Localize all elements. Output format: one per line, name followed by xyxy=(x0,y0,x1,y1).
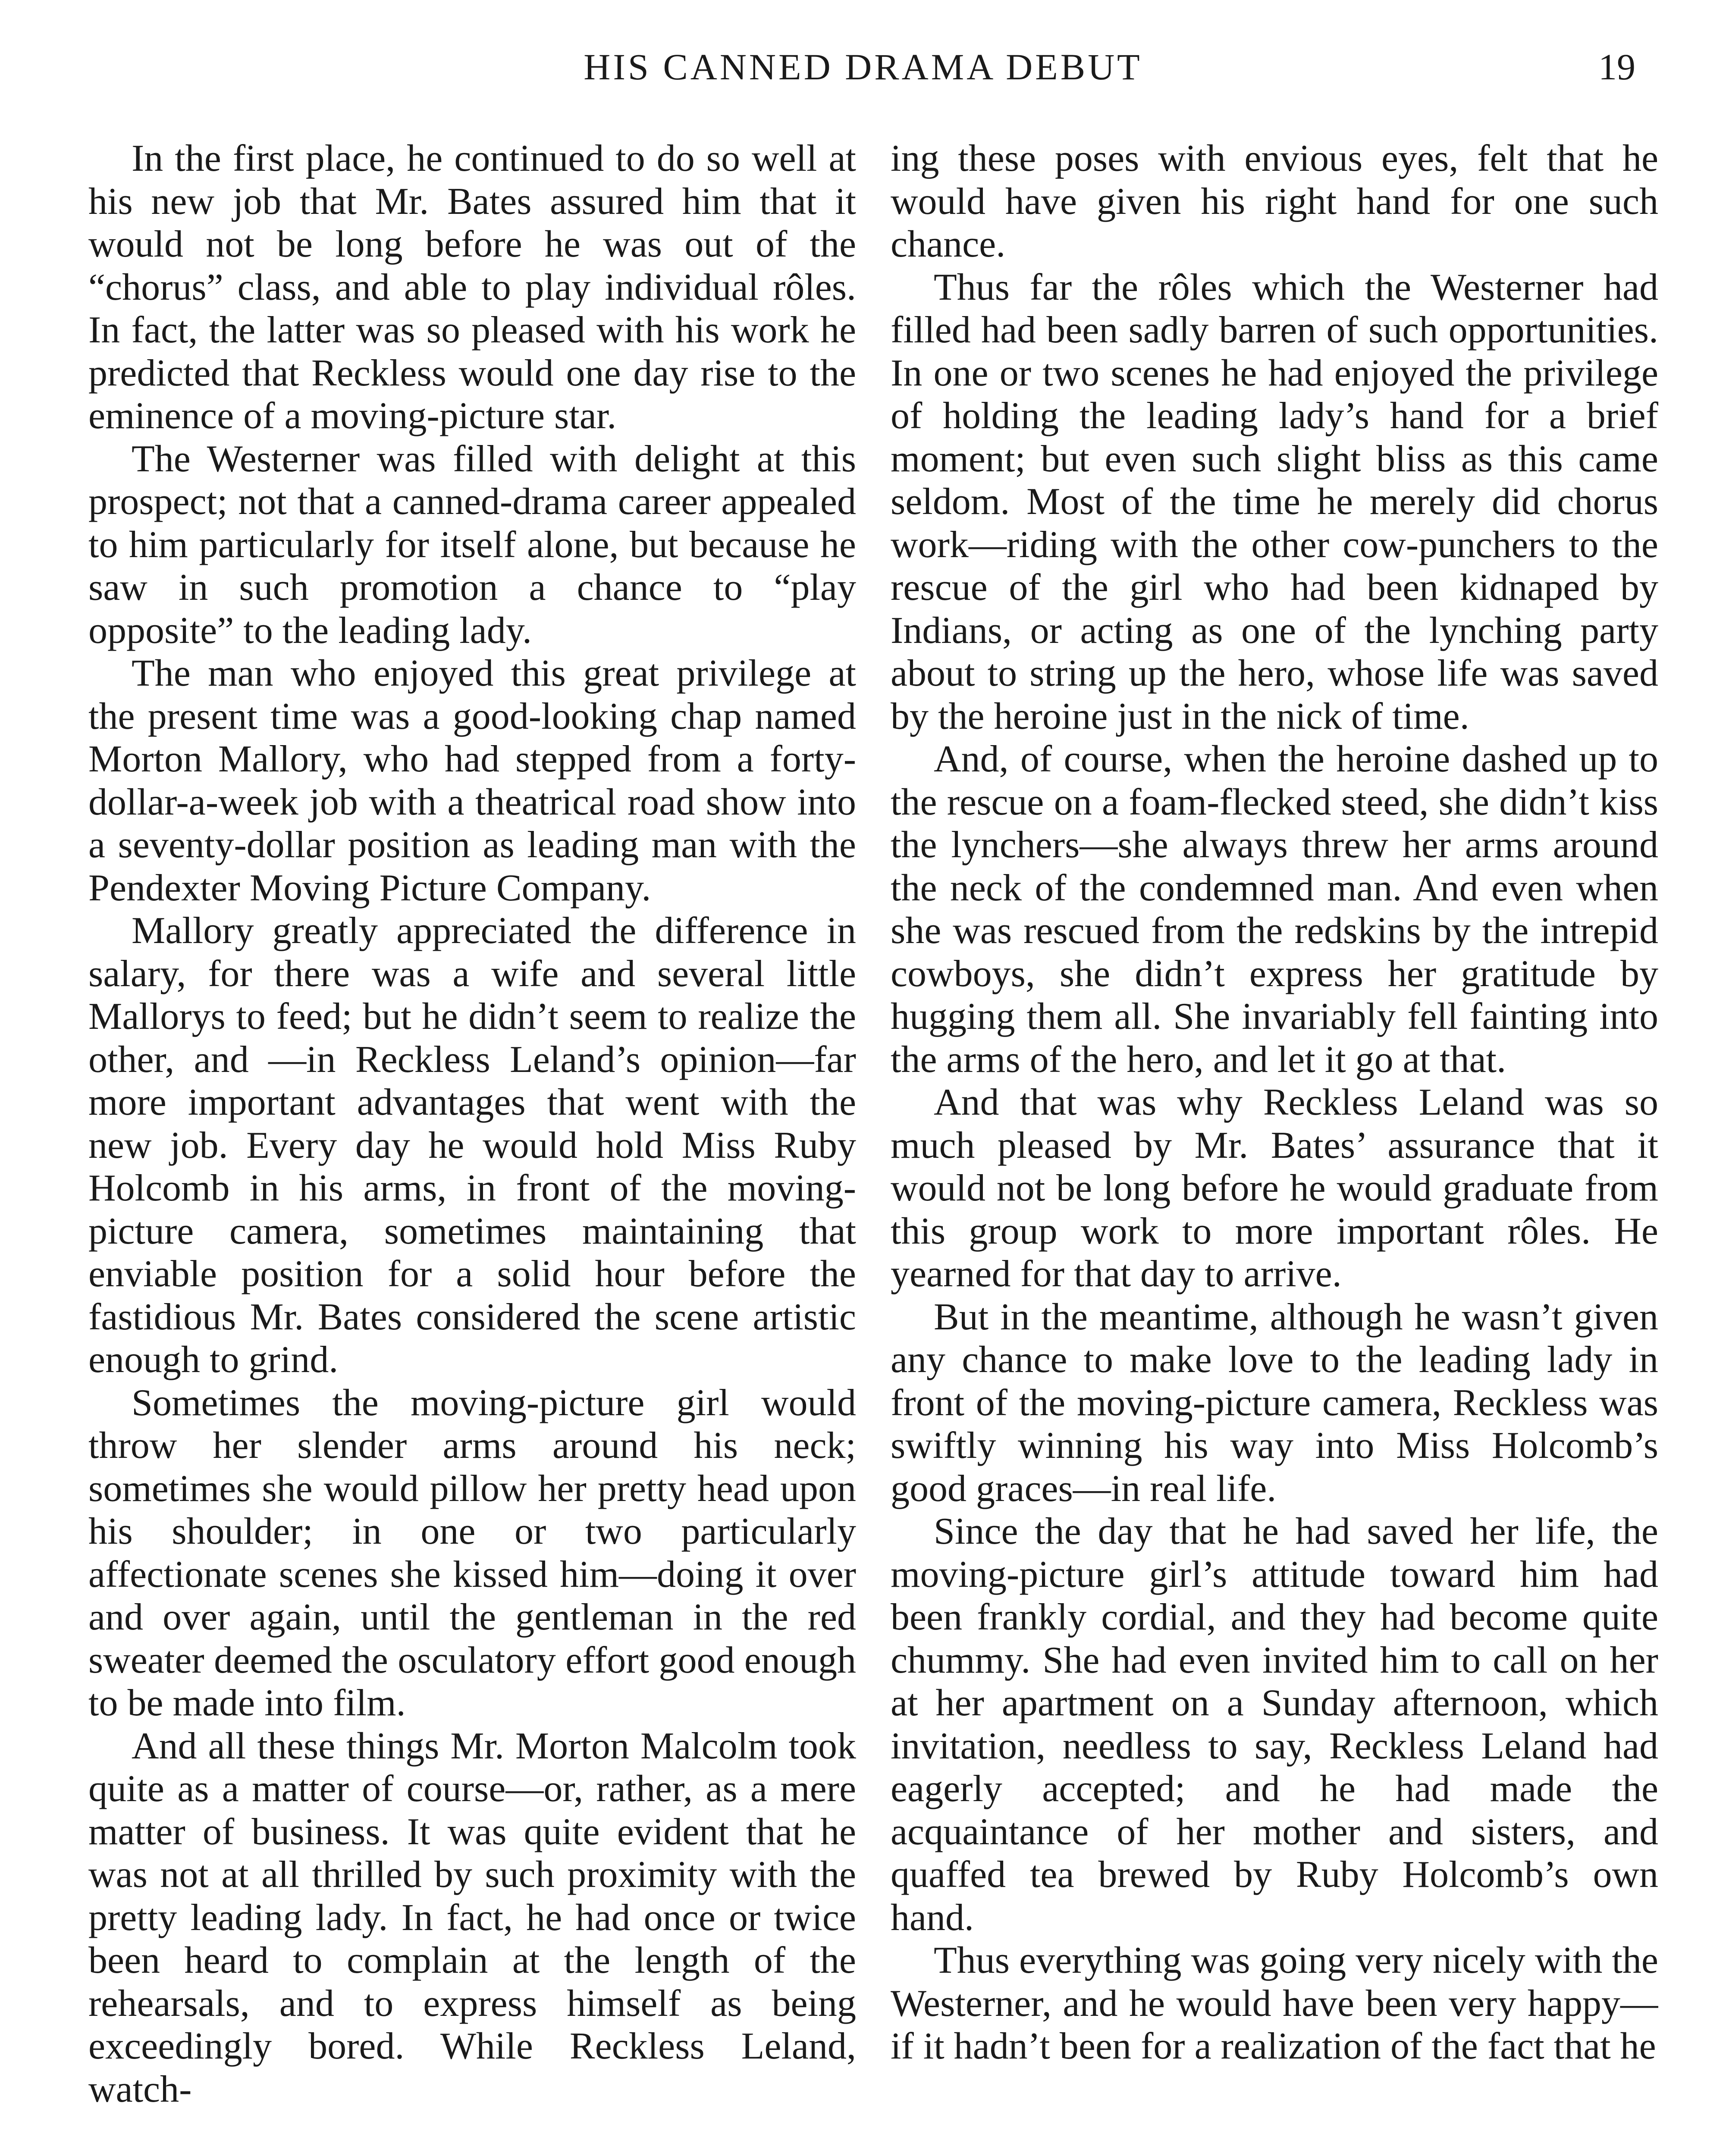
left-column xyxy=(88,137,856,2156)
paragraph: Thus everything was going very nicely with the Westerner, and he would have been very happy—if it hadn’t been for a realization of the fact that he xyxy=(891,1940,1658,2067)
page-title: HIS CANNED DRAMA DEBUT xyxy=(584,46,1142,88)
paragraph: The man who enjoyed this great privilege at the present time was a good-looking chap named Morton Mallory, who had stepped from a forty-dollar-a-week job with a theatrical road show into a seventy-dollar position as leading man with the Pendexter Moving Picture Company. xyxy=(88,652,856,909)
paragraph: In the first place, he continued to do so well at his new job that Mr. Bates assured him that it would not be long before he was out of the “chorus” class, and able to play individual rôles. In fact, the latter was so pleased with his work he predicted that Reckless would one day rise to the eminence of a moving-picture star. xyxy=(88,138,856,437)
paragraph: The Westerner was filled with delight at this prospect; not that a canned-drama career appealed to him particularly for itself alone, but because he saw in such promotion a chance to “play opposite” to the leading lady. xyxy=(88,438,856,652)
paragraph: Sometimes the moving-picture girl would throw her slender arms around his neck; sometimes she would pillow her pretty head upon his shoulder; in one or two particularly affectionate scenes she kissed him—doing it over and over again, until the gentleman in the red sweater deemed the osculatory effort good enough to be made into film. xyxy=(88,1382,856,1724)
paragraph: And that was why Reckless Leland was so much pleased by Mr. Bates’ assurance that it would not be long before he would graduate from this group work to more important rôles. He yearned for that day to arrive. xyxy=(891,1081,1658,1295)
paragraph: And, of course, when the heroine dashed up to the rescue on a foam-flecked steed, she didn’t kiss the lynchers—she always threw her arms around the neck of the condemned man. And even when she was rescued from the redskins by the intrepid cowboys, she didn’t express her gratitude by hugging them all. She invariably fell fainting into the arms of the hero, and let it go at that. xyxy=(891,738,1658,1081)
paragraph: And all these things Mr. Morton Malcolm took quite as a matter of course—or, rather, as a mere matter of business. It was quite evident that he was not at all thrilled by such proximity with the pretty leading lady. In fact, he had once or twice been heard to complain at the length of the rehearsals, and to express himself as being exceedingly bored. While Reckless Leland, watch- xyxy=(88,1725,856,2110)
right-column xyxy=(891,137,1658,2156)
page-number: 19 xyxy=(1598,46,1635,88)
paragraph: Mallory greatly appreciated the difference in salary, for there was a wife and several little Mallorys to feed; but he didn’t seem to realize the other, and —in Reckless Leland’s opinion—far more important advantages that went with the new job. Every day he would hold Miss Ruby Holcomb in his arms, in front of the moving-picture camera, sometimes maintaining that enviable position for a solid hour before the fastidious Mr. Bates considered the scene artistic enough to grind. xyxy=(88,910,856,1381)
paragraph: But in the meantime, although he wasn’t given any chance to make love to the leading lady in front of the moving-picture camera, Reckless was swiftly winning his way into Miss Holcomb’s good graces—in real life. xyxy=(891,1296,1658,1510)
paragraph: Since the day that he had saved her life, the moving-picture girl’s attitude toward him had been frankly cordial, and they had become quite chummy. She had even invited him to call on her at her apartment on a Sunday afternoon, which invitation, needless to say, Reckless Leland had eagerly accepted; and he had made the acquaintance of her mother and sisters, and quaffed tea brewed by Ruby Holcomb’s own hand. xyxy=(891,1510,1658,1939)
paragraph: Thus far the rôles which the Westerner had filled had been sadly barren of such opportunities. In one or two scenes he had enjoyed the privilege of holding the leading lady’s hand for a brief moment; but even such slight bliss as this came seldom. Most of the time he merely did chorus work—riding with the other cow-punchers to the rescue of the girl who had been kidnaped by Indians, or acting as one of the lynching party about to string up the hero, whose life was saved by the heroine just in the nick of time. xyxy=(891,266,1658,737)
running-head xyxy=(86,45,1640,88)
paragraph-continuation: ing these poses with envious eyes, felt that he would have given his right hand for one such chance. xyxy=(891,138,1658,265)
